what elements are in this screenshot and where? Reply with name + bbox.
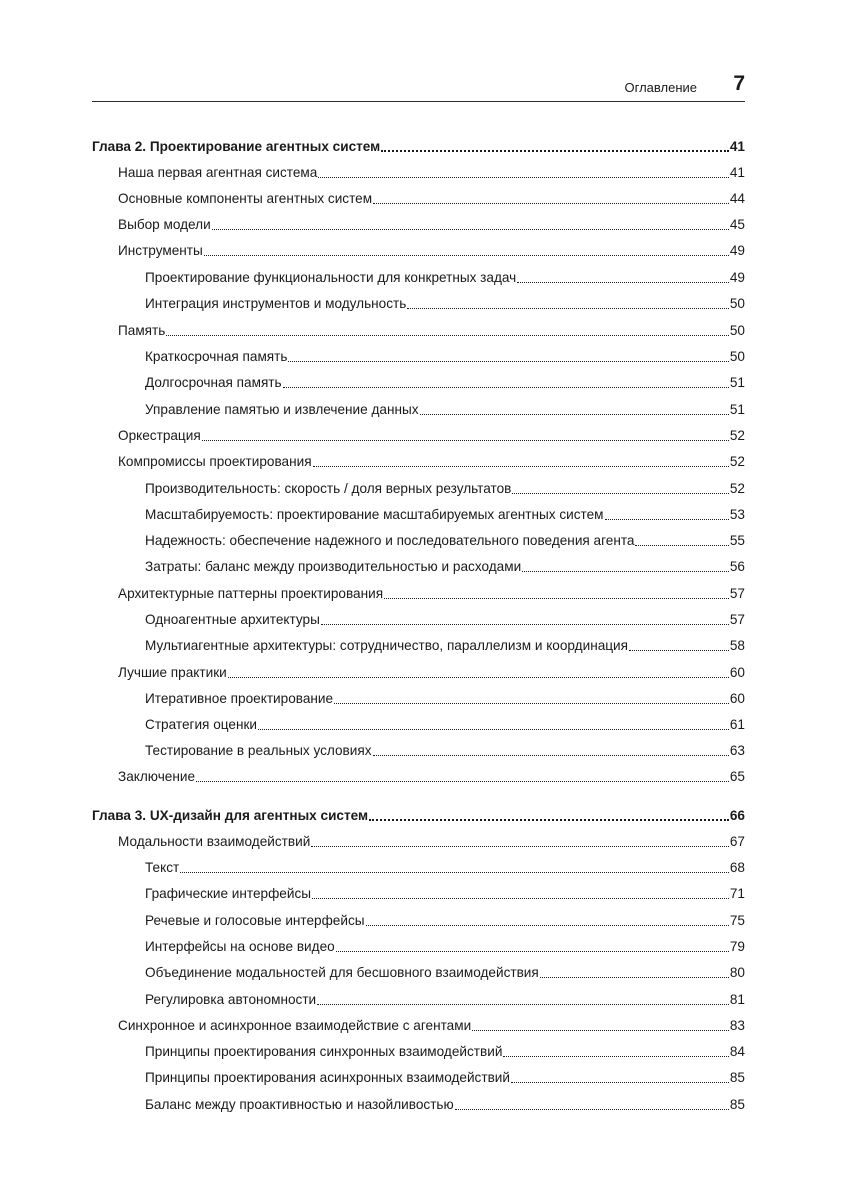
toc-dot-leader <box>635 544 728 546</box>
toc-entry-title: Наша первая агентная система <box>118 165 318 180</box>
toc-entry-title: Выбор модели <box>118 217 211 232</box>
toc-entry-page: 51 <box>729 375 745 390</box>
toc-entry <box>118 452 745 472</box>
toc-entry-title: Проектирование функциональности для конкретных задач <box>145 270 517 285</box>
toc-dot-leader <box>312 897 729 899</box>
toc-dot-leader <box>472 1029 729 1031</box>
toc-entry-title: Текст <box>145 860 180 875</box>
toc-entry-page: 75 <box>729 913 745 928</box>
toc-entry-page: 44 <box>729 191 745 206</box>
toc-dot-leader <box>522 570 729 572</box>
toc-entry-title: Баланс между проактивностью и назойливостью <box>145 1097 454 1112</box>
toc-entry <box>145 505 745 525</box>
toc-dot-leader <box>455 1108 729 1110</box>
toc-entry <box>145 268 745 288</box>
toc-entry <box>145 557 745 577</box>
toc-dot-leader <box>511 1081 729 1083</box>
header-title: Оглавление <box>624 80 697 95</box>
toc-entry-title: Надежность: обеспечение надежного и последовательного поведения агента <box>145 533 635 548</box>
toc-entry <box>145 479 745 499</box>
toc-entry-page: 57 <box>729 612 745 627</box>
toc-entry-title: Производительность: скорость / доля верных результатов <box>145 481 512 496</box>
toc-entry <box>145 1042 745 1062</box>
toc-entry-page: 85 <box>729 1070 745 1085</box>
toc-entry-page: 49 <box>729 243 745 258</box>
toc-dot-leader <box>283 386 729 388</box>
toc-entry-title: Архитектурные паттерны проектирования <box>118 586 384 601</box>
toc-entry <box>145 347 745 367</box>
toc-entry-title: Мультиагентные архитектуры: сотрудничество, параллелизм и координация <box>145 638 629 653</box>
toc-entry-title: Глава 2. Проектирование агентных систем <box>92 139 381 154</box>
toc-entry-title: Затраты: баланс между производительностью и расходами <box>145 559 522 574</box>
toc-dot-leader <box>420 413 729 415</box>
toc-dot-leader <box>288 360 728 362</box>
toc-dot-leader <box>407 307 729 309</box>
toc-entry-page: 79 <box>729 939 745 954</box>
toc-entry <box>118 663 745 683</box>
toc-dot-leader <box>317 1003 729 1005</box>
toc-entry-page: 52 <box>729 428 745 443</box>
toc-entry-page: 68 <box>729 860 745 875</box>
toc-entry-title: Глава 3. UX-дизайн для агентных систем <box>92 808 369 823</box>
toc-entry-title: Лучшие практики <box>118 665 227 680</box>
toc-dot-leader <box>321 623 729 625</box>
toc-dot-leader <box>517 281 729 283</box>
toc-entry-title: Модальности взаимодействий <box>118 834 311 849</box>
toc-dot-leader <box>258 728 729 730</box>
toc-entry-page: 65 <box>729 769 745 784</box>
toc-entry <box>118 426 745 446</box>
toc-dot-leader <box>202 439 729 441</box>
toc-entry <box>145 1068 745 1088</box>
toc-entry-page: 57 <box>729 586 745 601</box>
toc-dot-leader <box>381 149 729 152</box>
toc-entry-title: Принципы проектирования асинхронных взаимодействий <box>145 1070 510 1085</box>
toc-entry-title: Интеграция инструментов и модульность <box>145 296 407 311</box>
toc-entry <box>118 584 745 604</box>
toc-entry-title: Заключение <box>118 769 196 784</box>
toc-dot-leader <box>512 492 729 494</box>
toc-entry-page: 67 <box>729 834 745 849</box>
toc-entry <box>145 1095 745 1115</box>
toc-entry-title: Управление памятью и извлечение данных <box>145 402 419 417</box>
toc-entry <box>145 400 745 420</box>
toc-entry <box>145 610 745 630</box>
toc-dot-leader <box>369 818 729 821</box>
toc-entry-title: Объединение модальностей для бесшовного взаимодействия <box>145 965 539 980</box>
toc-entry <box>145 990 745 1010</box>
toc-dot-leader <box>334 702 729 704</box>
toc-entry-title: Регулировка автономности <box>145 992 317 1007</box>
toc-entry-page: 66 <box>729 808 745 823</box>
toc-entry-page: 50 <box>729 349 745 364</box>
toc-entry <box>145 689 745 709</box>
toc-dot-leader <box>629 649 729 651</box>
toc-entry-page: 83 <box>729 1018 745 1033</box>
toc-entry <box>145 531 745 551</box>
toc-dot-leader <box>318 176 729 178</box>
toc-dot-leader <box>313 465 729 467</box>
toc-entry <box>118 241 745 261</box>
toc-entry-title: Стратегия оценки <box>145 717 257 732</box>
toc-dot-leader <box>366 924 729 926</box>
toc-dot-leader <box>384 597 729 599</box>
toc-entry-title: Интерфейсы на основе видео <box>145 939 335 954</box>
toc-entry-page: 61 <box>729 717 745 732</box>
toc-entry <box>118 321 745 341</box>
toc-entry-page: 41 <box>729 139 745 154</box>
toc-entry-page: 80 <box>729 965 745 980</box>
toc-entry <box>145 636 745 656</box>
toc-entry-page: 85 <box>729 1097 745 1112</box>
toc-entry-page: 63 <box>729 743 745 758</box>
toc-entry-page: 55 <box>729 533 745 548</box>
toc-entry <box>145 741 745 761</box>
header-page-number: 7 <box>733 72 745 95</box>
toc-dot-leader <box>605 518 729 520</box>
toc-entry-title: Итеративное проектирование <box>145 691 334 706</box>
toc-dot-leader <box>503 1055 728 1057</box>
toc-entry <box>118 215 745 235</box>
toc-entry-title: Оркестрация <box>118 428 201 443</box>
toc-entry-title: Краткосрочная память <box>145 349 288 364</box>
toc-entry-title: Основные компоненты агентных систем <box>118 191 373 206</box>
toc-dot-leader <box>196 780 729 782</box>
toc-entry-title: Масштабируемость: проектирование масштабируемых агентных систем <box>145 507 604 522</box>
toc-chapter-entry <box>92 137 745 157</box>
toc-entry <box>118 189 745 209</box>
toc-entry-page: 58 <box>729 638 745 653</box>
toc-entry <box>145 715 745 735</box>
toc-entry <box>145 911 745 931</box>
toc-entry-page: 60 <box>729 665 745 680</box>
toc-entry-page: 50 <box>729 296 745 311</box>
toc-entry-title: Долгосрочная память <box>145 375 282 390</box>
toc-entry <box>145 963 745 983</box>
running-header <box>92 74 745 102</box>
toc-entry <box>118 767 745 787</box>
toc-entry-page: 41 <box>729 165 745 180</box>
toc-entry <box>145 937 745 957</box>
toc-entry-page: 52 <box>729 454 745 469</box>
toc-entry-title: Тестирование в реальных условиях <box>145 743 372 758</box>
toc-dot-leader <box>311 845 729 847</box>
toc-dot-leader <box>373 202 729 204</box>
toc-entry-title: Синхронное и асинхронное взаимодействие с агентами <box>118 1018 472 1033</box>
toc-entry <box>145 884 745 904</box>
toc-entry-page: 56 <box>729 559 745 574</box>
toc-entry <box>118 1016 745 1036</box>
toc-chapter-entry <box>92 806 745 826</box>
toc-entry-title: Память <box>118 323 166 338</box>
toc-entry-title: Принципы проектирования синхронных взаимодействий <box>145 1044 503 1059</box>
toc-entry-title: Компромиссы проектирования <box>118 454 312 469</box>
toc-dot-leader <box>212 228 729 230</box>
toc-entry <box>118 832 745 852</box>
toc-dot-leader <box>336 950 729 952</box>
toc-entry-title: Речевые и голосовые интерфейсы <box>145 913 365 928</box>
toc-entry-title: Одноагентные архитектуры <box>145 612 320 627</box>
toc-entry-page: 49 <box>729 270 745 285</box>
toc-dot-leader <box>166 334 729 336</box>
toc-entry <box>145 858 745 878</box>
toc-entry-page: 53 <box>729 507 745 522</box>
toc-entry-page: 81 <box>729 992 745 1007</box>
toc-dot-leader <box>204 254 729 256</box>
toc-dot-leader <box>228 676 729 678</box>
toc-dot-leader <box>180 871 729 873</box>
toc-entry-page: 45 <box>729 217 745 232</box>
toc-dot-leader <box>373 754 729 756</box>
toc-entry <box>145 373 745 393</box>
toc-entry-page: 84 <box>729 1044 745 1059</box>
toc-dot-leader <box>540 976 729 978</box>
toc-entry-page: 52 <box>729 481 745 496</box>
toc-entry-page: 51 <box>729 402 745 417</box>
toc-entry-page: 71 <box>729 886 745 901</box>
toc-entry <box>118 163 745 183</box>
toc-entry-page: 60 <box>729 691 745 706</box>
toc-entry <box>145 294 745 314</box>
toc-entry-page: 50 <box>729 323 745 338</box>
toc-entry-title: Графические интерфейсы <box>145 886 312 901</box>
toc-entry-title: Инструменты <box>118 243 203 258</box>
